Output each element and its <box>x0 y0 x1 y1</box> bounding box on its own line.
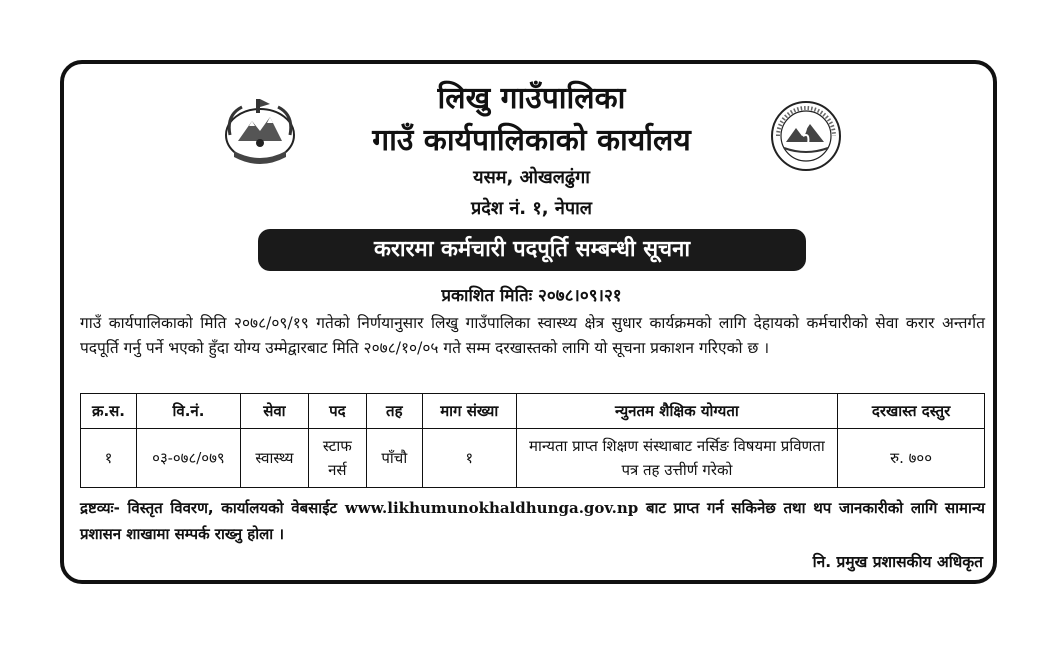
header-post: पद <box>308 394 366 429</box>
cell-fee: रु. ७०० <box>838 429 985 488</box>
header-demand: माग संख्या <box>422 394 516 429</box>
website-link[interactable]: www.likhumunokhaldhunga.gov.np <box>344 499 639 517</box>
cell-sn: १ <box>81 429 137 488</box>
header-qualification: न्युनतम शैक्षिक योग्यता <box>516 394 837 429</box>
cell-ad-no: ०३-०७८/०७९ <box>136 429 240 488</box>
notice-title-banner: करारमा कर्मचारी पदपूर्ति सम्बन्धी सूचना <box>258 229 806 271</box>
cell-service: स्वास्थ्य <box>240 429 308 488</box>
notice-paragraph: गाउँ कार्यपालिकाको मिति २०७८/०९/१९ गतेको निर्णयानुसार लिखु गाउँपालिका स्वास्थ्य क्षेत्र सुधार कार्यक्रमको लागि देहायको कर्मचारीको सेवा करार अन्तर्गत पदपूर्ति गर्नु पर्ने भएको हुँदा योग्य उम्मेद्वारबाट मिति २०७८/१०/०५ गते सम्म दरखास्तको लागि यो सूचना प्रकाशन गरिएको छ । <box>80 314 985 357</box>
address-line-1: यसम, ओखलढुंगा <box>473 167 590 188</box>
header-level: तह <box>366 394 422 429</box>
signatory-title: नि. प्रमुख प्रशासकीय अधिकृत <box>812 553 983 571</box>
cell-demand: १ <box>422 429 516 488</box>
header-sn: क्र.स. <box>81 394 137 429</box>
table-row <box>81 429 985 488</box>
note-prefix: द्रष्टव्यः- विस्तृत विवरण, कार्यालयको वेबसाईट <box>80 499 338 517</box>
note-suffix: बाट प्राप्त गर्न सकिनेछ तथा थप जानकारीको लागि सामान्य प्रशासन शाखामा सम्पर्क राख्नु होला । <box>80 499 985 543</box>
header-service: सेवा <box>240 394 308 429</box>
table-header-row <box>81 394 985 429</box>
header-ad-no: वि.नं. <box>136 394 240 429</box>
cell-level: पाँचौ <box>366 429 422 488</box>
cell-qualification: मान्यता प्राप्त शिक्षण संस्थाबाट नर्सिङ विषयमा प्रविणता पत्र तह उत्तीर्ण गरेको <box>516 429 837 488</box>
address-line-2: प्रदेश नं. १, नेपाल <box>471 198 592 219</box>
cell-post: स्टाफ नर्स <box>308 429 366 488</box>
published-date: प्रकाशित मितिः २०७८।०९।२१ <box>441 286 622 306</box>
office-name: गाउँ कार्यपालिकाको कार्यालय <box>372 123 691 158</box>
vacancy-table <box>80 393 985 488</box>
note-text <box>80 495 985 547</box>
header-fee: दरखास्त दस्तुर <box>838 394 985 429</box>
org-name: लिखु गाउँपालिका <box>437 81 626 116</box>
